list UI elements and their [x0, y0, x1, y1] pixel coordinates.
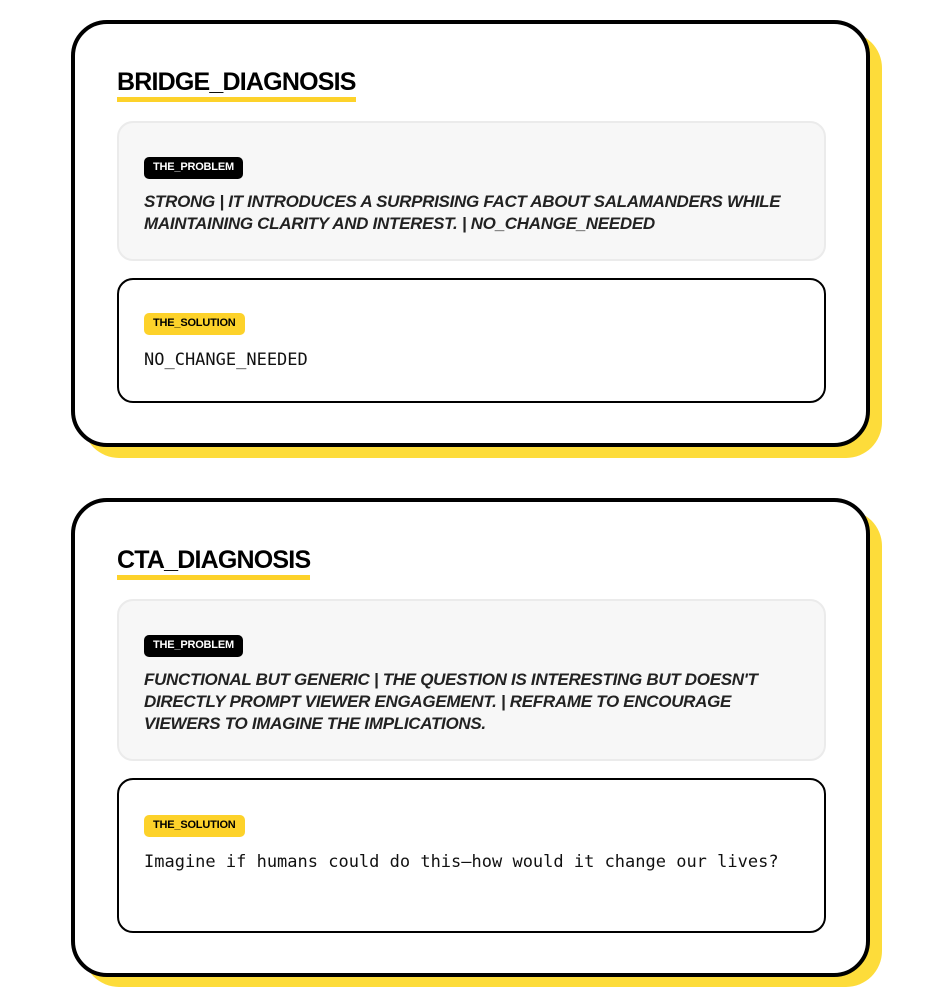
bridge-solution-text: NO_CHANGE_NEEDED	[144, 350, 308, 370]
bridge-problem-tag: THE_PROBLEM	[144, 157, 243, 179]
bridge-problem-text: STRONG | IT INTRODUCES A SURPRISING FACT ABOUT SALAMANDERS WHILE MAINTAINING CLARITY AND INTEREST. | NO_CHANGE_NEEDED	[144, 192, 781, 233]
bridge-problem-box	[117, 121, 826, 261]
cta-solution-tag: THE_SOLUTION	[144, 815, 245, 837]
bridge-solution-box	[117, 278, 826, 403]
cta-problem-text: FUNCTIONAL BUT GENERIC | THE QUESTION IS INTERESTING BUT DOESN'T DIRECTLY PROMPT VIEWER ENGAGEMENT. | REFRAME TO ENCOURAGE VIEWERS TO IMAGINE THE IMPLICATIONS.	[144, 670, 758, 733]
cta-solution-text: Imagine if humans could do this—how would it change our lives?	[144, 852, 779, 872]
bridge-solution-tag: THE_SOLUTION	[144, 313, 245, 335]
cta-diagnosis-title: CTA_DIAGNOSIS	[117, 546, 310, 580]
cta-diagnosis-card	[71, 498, 870, 977]
bridge-diagnosis-title: BRIDGE_DIAGNOSIS	[117, 68, 356, 102]
cta-problem-tag: THE_PROBLEM	[144, 635, 243, 657]
cta-problem-box	[117, 599, 826, 761]
bridge-diagnosis-card	[71, 20, 870, 447]
cta-solution-box	[117, 778, 826, 933]
